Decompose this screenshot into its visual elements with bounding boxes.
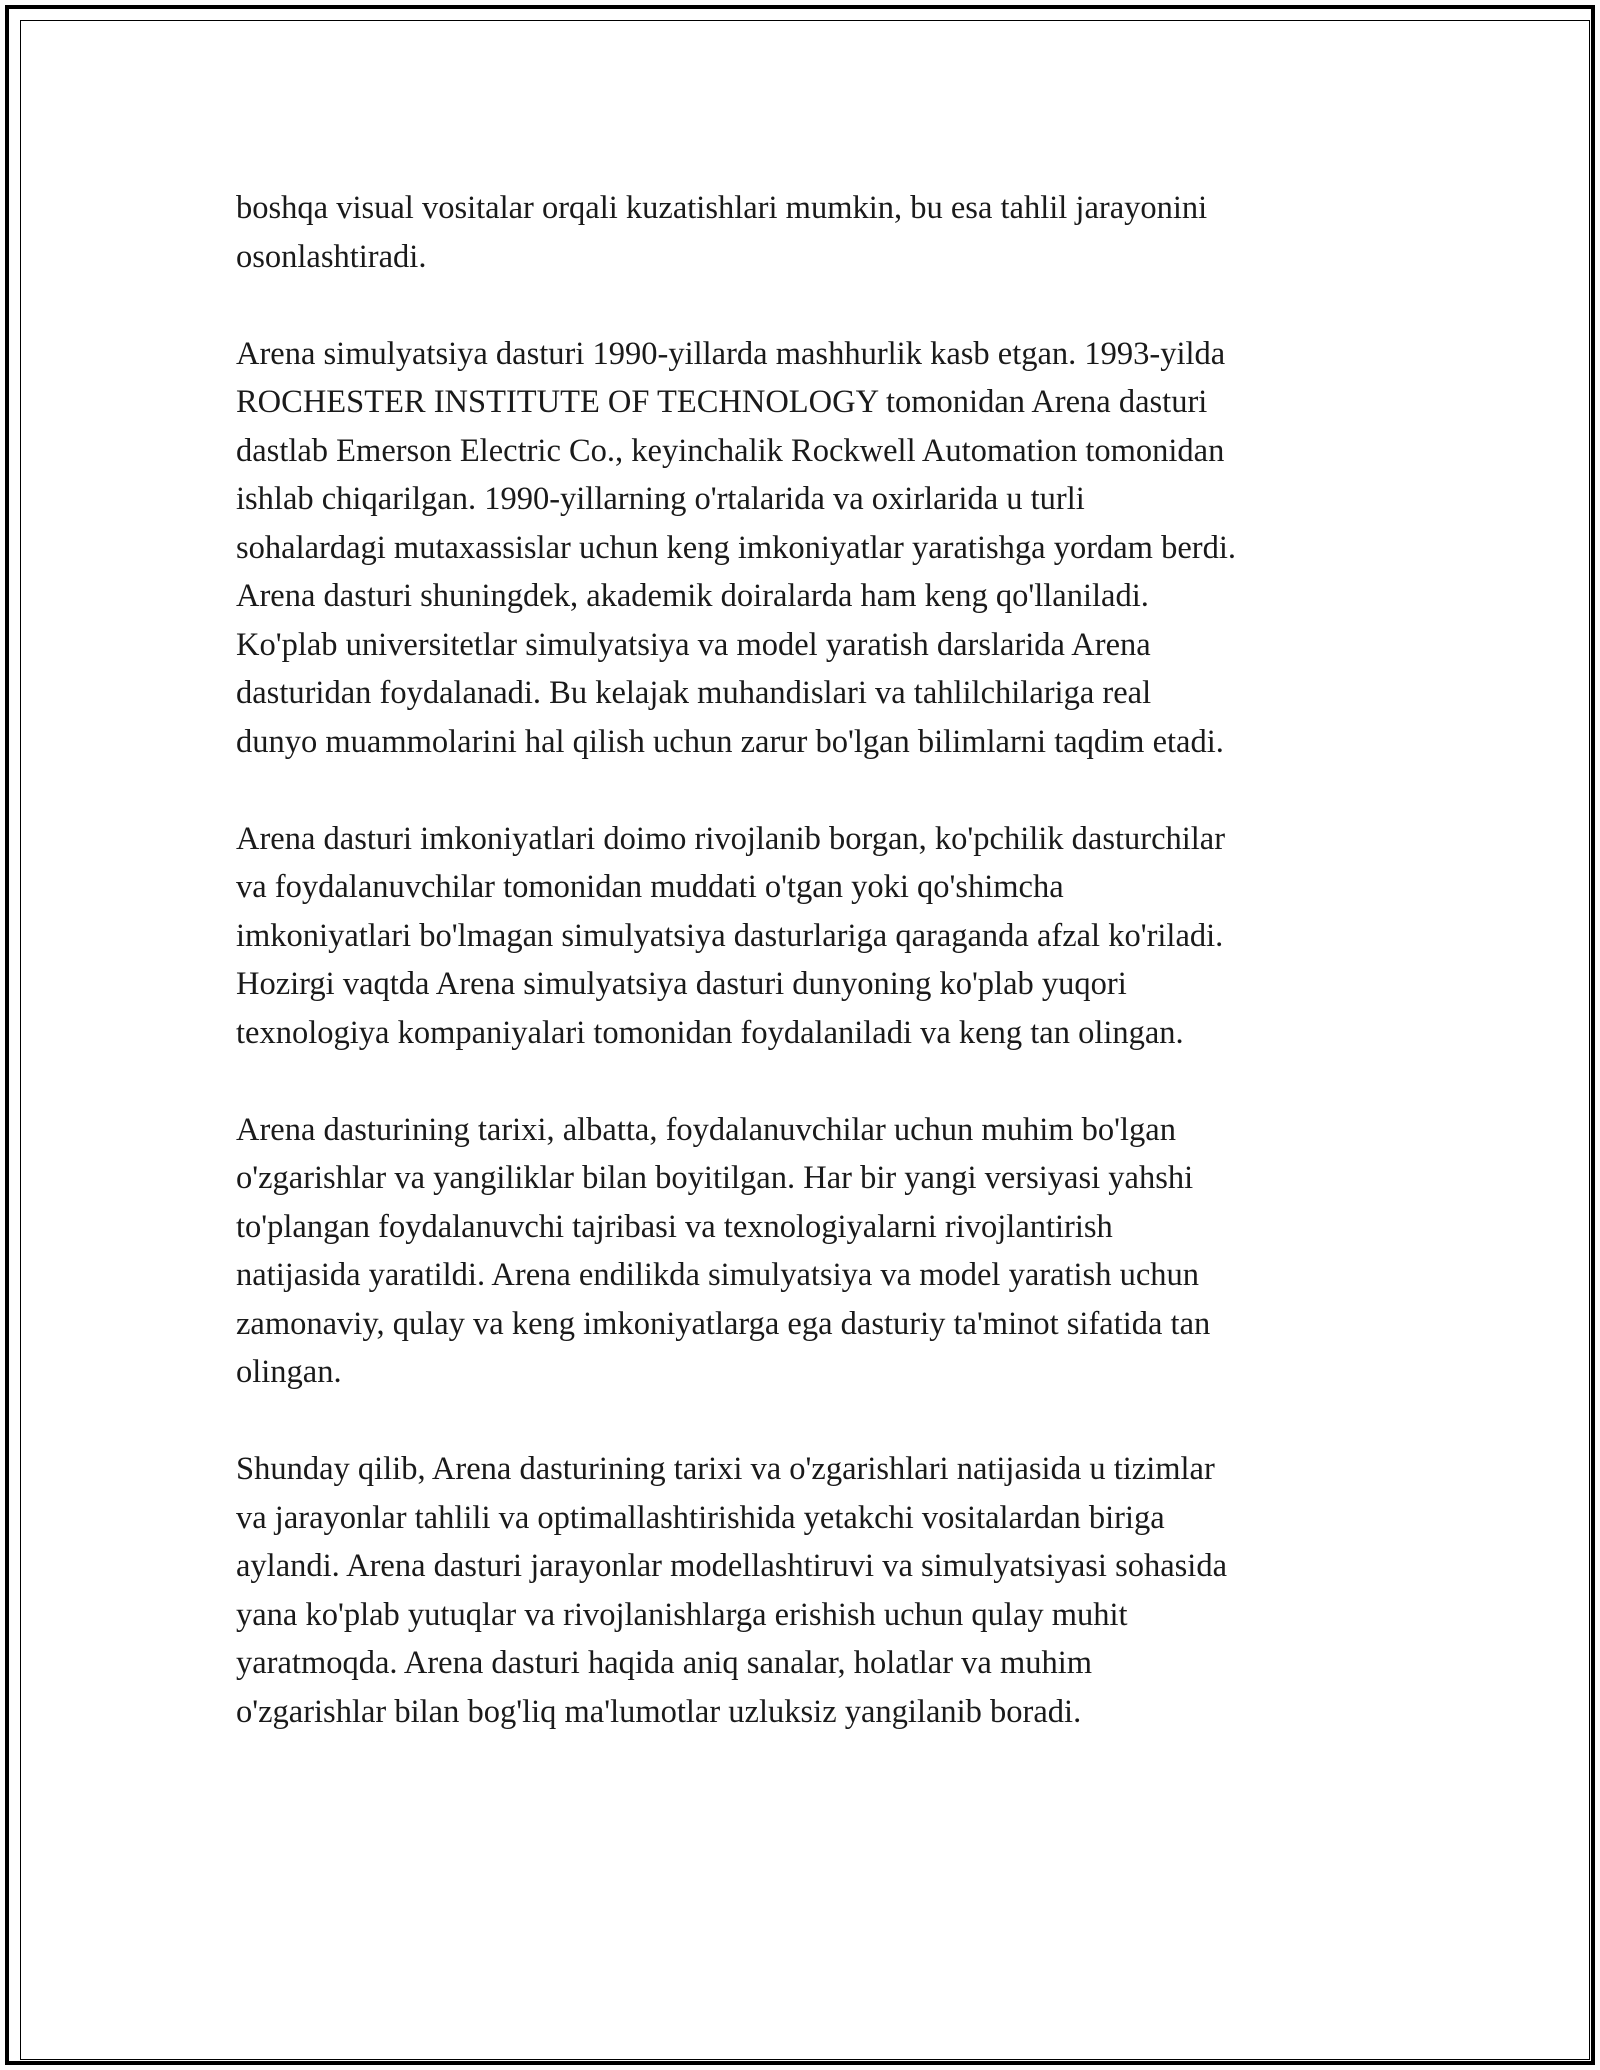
- text-line: o'zgarishlar bilan bog'liq ma'lumotlar uzluksiz yangilanib boradi.: [236, 1693, 1082, 1730]
- text-line: zamonaviy, qulay va keng imkoniyatlarga ega dasturiy ta'minot sifatida tan: [236, 1305, 1211, 1342]
- text-line: aylandi. Arena dasturi jarayonlar modellashtiruvi va simulyatsiyasi sohasida: [236, 1548, 1228, 1584]
- text-line: to'plangan foydalanuvchi tajribasi va texnologiyalarni rivojlantirish: [236, 1208, 1113, 1245]
- text-line: yana ko'plab yutuqlar va rivojlanishlarga erishish uchun qulay muhit: [236, 1596, 1128, 1633]
- text-line: yaratmoqda. Arena dasturi haqida aniq sanalar, holatlar va muhim: [236, 1645, 1093, 1681]
- text-line: Hozirgi vaqtda Arena simulyatsiya dasturi dunyoning ko'plab yuqori: [236, 966, 1127, 1002]
- paragraph-1: [236, 184, 1376, 281]
- text-line: Shunday qilib, Arena dasturining tarixi va o'zgarishlari natijasida u tizimlar: [236, 1451, 1215, 1487]
- text-line: Arena dasturining tarixi, albatta, foydalanuvchilar uchun muhim bo'lgan: [236, 1111, 1176, 1148]
- text-line: va foydalanuvchilar tomonidan muddati o'tgan yoki qo'shimcha: [236, 869, 1064, 905]
- paragraph-2: [236, 330, 1376, 767]
- text-line: sohalardagi mutaxassislar uchun keng imkoniyatlar yaratishga yordam berdi.: [236, 529, 1236, 566]
- text-line: osonlashtiradi.: [236, 238, 427, 275]
- text-line: Arena dasturi imkoniyatlari doimo rivojlanib borgan, ko'pchilik dasturchilar: [236, 820, 1226, 857]
- text-line: Arena simulyatsiya dasturi 1990-yillarda mashhurlik kasb etgan. 1993-yilda: [236, 335, 1226, 372]
- text-line: natijasida yaratildi. Arena endilikda simulyatsiya va model yaratish uchun: [236, 1257, 1200, 1293]
- text-line: dastlab Emerson Electric Co., keyinchalik Rockwell Automation tomonidan: [236, 432, 1225, 469]
- text-line: o'zgarishlar va yangiliklar bilan boyitilgan. Har bir yangi versiyasi yahshi: [236, 1160, 1194, 1196]
- paragraph-3: [236, 815, 1376, 1058]
- paragraph-4: [236, 1106, 1376, 1397]
- text-line: imkoniyatlari bo'lmagan simulyatsiya dasturlariga qaraganda afzal ko'riladi.: [236, 917, 1224, 954]
- text-line: ROCHESTER INSTITUTE OF TECHNOLOGY tomonidan Arena dasturi: [236, 384, 1208, 420]
- text-line: olingan.: [236, 1354, 342, 1390]
- text-line: ishlab chiqarilgan. 1990-yillarning o'rtalarida va oxirlarida u turli: [236, 481, 1085, 517]
- text-line: texnologiya kompaniyalari tomonidan foydalaniladi va keng tan olingan.: [236, 1014, 1184, 1051]
- text-line: boshqa visual vositalar orqali kuzatishlari mumkin, bu esa tahlil jarayonini: [236, 190, 1208, 226]
- paragraph-5: [236, 1445, 1376, 1736]
- text-line: Arena dasturi shuningdek, akademik doiralarda ham keng qo'llaniladi.: [236, 578, 1149, 614]
- text-line: va jarayonlar tahlili va optimallashtirishida yetakchi vositalardan biriga: [236, 1499, 1165, 1536]
- document-body: [236, 184, 1376, 1785]
- text-line: Ko'plab universitetlar simulyatsiya va model yaratish darslarida Arena: [236, 626, 1151, 663]
- text-line: dasturidan foydalanadi. Bu kelajak muhandislari va tahlilchilariga real: [236, 675, 1152, 711]
- text-line: dunyo muammolarini hal qilish uchun zarur bo'lgan bilimlarni taqdim etadi.: [236, 723, 1224, 760]
